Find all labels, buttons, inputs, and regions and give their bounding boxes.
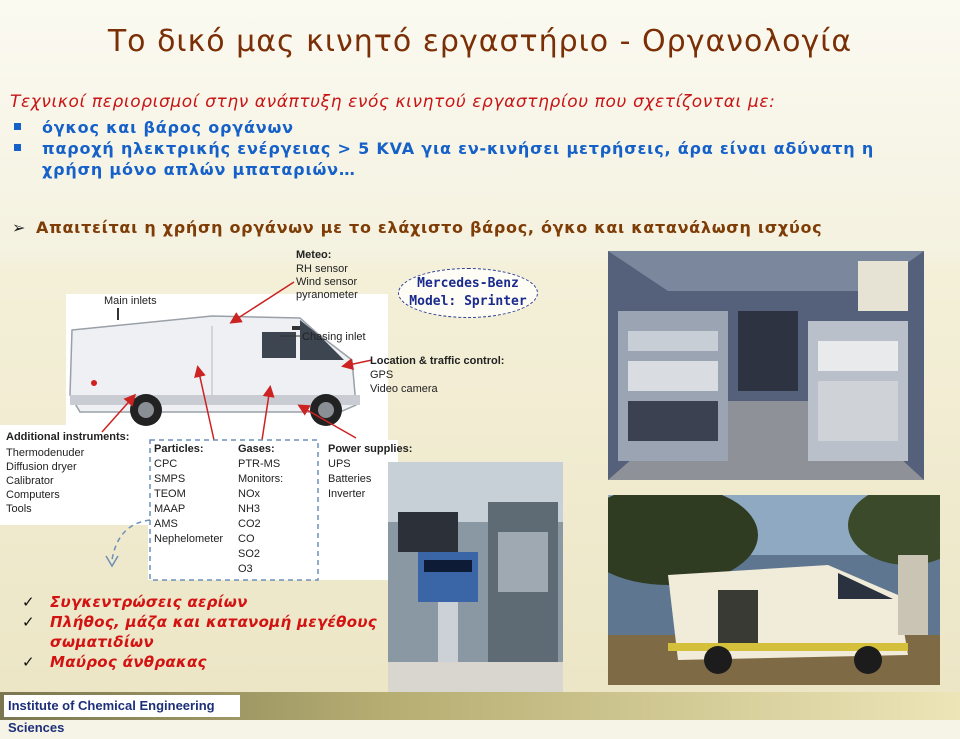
model-name: Model: Sprinter	[409, 294, 527, 309]
gases-item: CO	[238, 533, 255, 545]
gases-title: Gases:	[238, 443, 275, 455]
check-item: ✓ Μαύρος άνθρακας	[22, 653, 207, 671]
gases-item: SO2	[238, 548, 261, 560]
bullet-item: παροχή ηλεκτρικής ενέργειας > 5 KVA για εν-κινήσει μετρήσεις, άρα είναι αδύνατη η χρήση μόνο απλών μπαταριών…	[12, 138, 932, 180]
van-outdoor-photo	[608, 495, 940, 685]
instrument-photo	[388, 462, 563, 700]
particles-title: Particles:	[154, 443, 204, 455]
location-item: Video camera	[370, 383, 438, 395]
location-title: Location & traffic control:	[370, 355, 505, 367]
gases-item: Monitors:	[238, 473, 284, 485]
square-bullet-icon	[14, 123, 21, 130]
requirement-line: ➢ Απαιτείται η χρήση οργάνων με το ελάχιστο βάρος, όγκο και κατανάλωση ισχύος	[12, 218, 823, 237]
location-item: GPS	[370, 369, 394, 381]
meteo-item: pyranometer	[296, 289, 358, 301]
square-bullet-icon	[14, 144, 21, 151]
gases-item: PTR-MS	[238, 458, 281, 470]
institute-label: Institute of Chemical Engineering Sciences	[4, 695, 240, 717]
model-brand: Mercedes-Benz	[417, 276, 519, 291]
meteo-item: RH sensor	[296, 263, 348, 275]
measurements-list	[20, 592, 390, 672]
additional-item: Tools	[6, 503, 32, 515]
additional-item: Computers	[6, 489, 60, 501]
particles-item: Nephelometer	[154, 533, 224, 545]
particles-item: MAAP	[154, 503, 186, 515]
checkmark-icon: ✓	[22, 593, 35, 611]
power-item: Batteries	[328, 473, 372, 485]
power-item: Inverter	[328, 488, 366, 500]
particles-item: CPC	[154, 458, 178, 470]
power-item: UPS	[328, 458, 351, 470]
gases-item: NH3	[238, 503, 261, 515]
power-title: Power supplies:	[328, 443, 413, 455]
meteo-title: Meteo:	[296, 249, 332, 261]
checkmark-icon: ✓	[22, 653, 35, 671]
additional-item: Diffusion dryer	[6, 461, 77, 473]
model-oval	[398, 268, 538, 318]
main-inlets-label: Main inlets	[104, 295, 157, 307]
arrow-bullet-icon: ➢	[12, 218, 27, 237]
checkmark-icon: ✓	[22, 613, 35, 631]
bullet-item: όγκος και βάρος οργάνων	[12, 117, 932, 138]
chasing-inlet-label: Chasing inlet	[302, 331, 366, 343]
constraints-list	[12, 117, 932, 180]
gases-item: NOx	[238, 488, 260, 500]
additional-item: Thermodenuder	[6, 447, 85, 459]
check-item: ✓ Συγκεντρώσεις αερίων	[22, 593, 248, 611]
slide-title: Το δικό μας κινητό εργαστήριο - Οργανολογία	[107, 24, 853, 59]
particles-item: AMS	[154, 518, 178, 530]
intro-text: Τεχνικοί περιορισμοί στην ανάπτυξη ενός κινητού εργαστηρίου που σχετίζονται με:	[10, 92, 776, 112]
particles-item: TEOM	[154, 488, 186, 500]
van-interior-photo	[608, 251, 924, 480]
meteo-item: Wind sensor	[296, 276, 358, 288]
check-item: ✓ Πλήθος, μάζα και κατανομή μεγέθους σωματιδίων	[22, 613, 377, 651]
particles-item: SMPS	[154, 473, 186, 485]
gases-item: O3	[238, 563, 253, 575]
additional-title: Additional instruments:	[6, 431, 130, 443]
additional-item: Calibrator	[6, 475, 54, 487]
gases-item: CO2	[238, 518, 261, 530]
